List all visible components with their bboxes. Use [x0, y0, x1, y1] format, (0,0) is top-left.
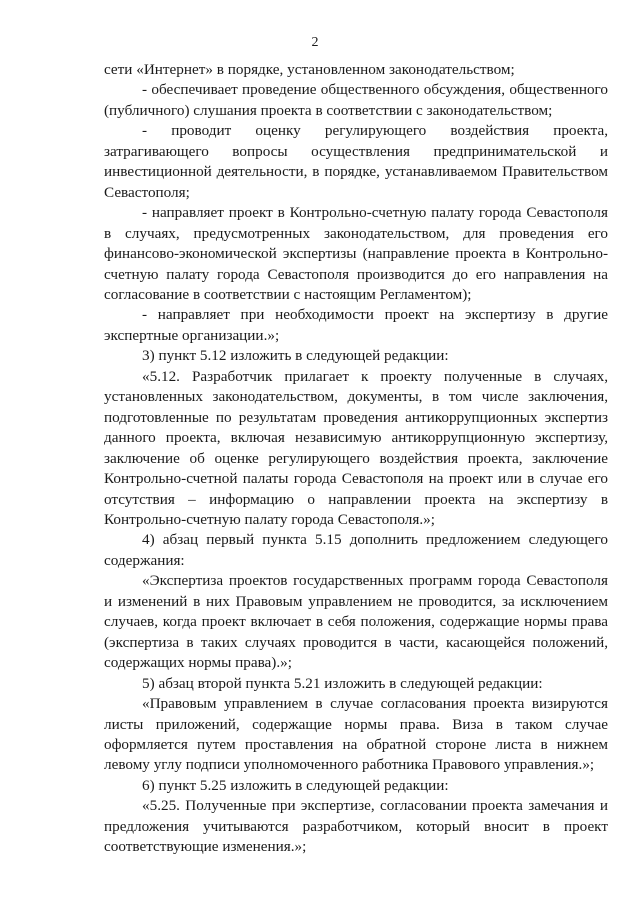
paragraph-item-6: 6) пункт 5.25 изложить в следующей редакции:: [142, 776, 449, 794]
paragraph-expert-organizations: - направляет при необходимости проект на экспертизу в другие экспертные организации.»;: [104, 306, 608, 344]
paragraph-public-discussion: - обеспечивает проведение общественного обсуждения, общественного (публичного) слушания проекта в соответствии с законодательством;: [104, 81, 608, 119]
paragraph-control-chamber: - направляет проект в Контрольно-счетную палату города Севастополя в случаях, предусмотренных законодательством, для проведения его финансово-экономической экспертизы (направление проекта в Контрольно-счетную палату города Севастополя производится до его направления на согласование в соответствии с настоящим Регламентом);: [104, 204, 608, 303]
paragraph-state-programs: «Экспертиза проектов государственных программ города Севастополя и изменений в них Правовым управлением не проводится, за исключением случаев, когда проект включает в себя положения, содержащие нормы права (экспертиза в таких случаях проводится в части, касающейся положений, содержащих нормы права).»;: [104, 572, 608, 672]
paragraph-legal-department-visa: «Правовым управлением в случае согласования проекта визируются листы приложений, содержащие нормы права. Виза в таком случае оформляется путем проставления на обратной стороне листа в нижнем левому углу подписи уполномоченного работника Правового управления.»;: [104, 695, 608, 774]
paragraph-item-4: 4) абзац первый пункта 5.15 дополнить предложением следующего содержания:: [104, 531, 608, 569]
paragraph-item-3: 3) пункт 5.12 изложить в следующей редакции:: [142, 347, 449, 365]
paragraph-item-5: 5) абзац второй пункта 5.21 изложить в следующей редакции:: [142, 674, 543, 692]
document-body: [104, 60, 608, 858]
paragraph-clause-5-12: «5.12. Разработчик прилагает к проекту полученные в случаях, установленных законодательством, документы, в том числе заключения, подготовленные по результатам проведения антикоррупционных экспертиз данного проекта, включая независимую антикоррупционную экспертизу, заключение об оценке регулирующего воздействия проекта, заключение Контрольно-счетной палаты города Севастополя на проект или в случае его отсутствия – информацию о направлении проекта на экспертизу в Контрольно-счетную палату города Севастополя.»;: [104, 367, 608, 528]
paragraph-regulatory-assessment: - проводит оценку регулирующего воздействия проекта, затрагивающего вопросы осуществления предпринимательской и инвестиционной деятельности, в порядке, устанавливаемом Правительством Севастополя;: [104, 122, 608, 201]
paragraph-continuation: сети «Интернет» в порядке, установленном законодательством;: [104, 61, 515, 78]
page-number: 2: [311, 35, 319, 50]
paragraph-clause-5-25: «5.25. Полученные при экспертизе, согласовании проекта замечания и предложения учитываются разработчиком, который вносит в проект соответствующие изменения.»;: [104, 797, 608, 856]
